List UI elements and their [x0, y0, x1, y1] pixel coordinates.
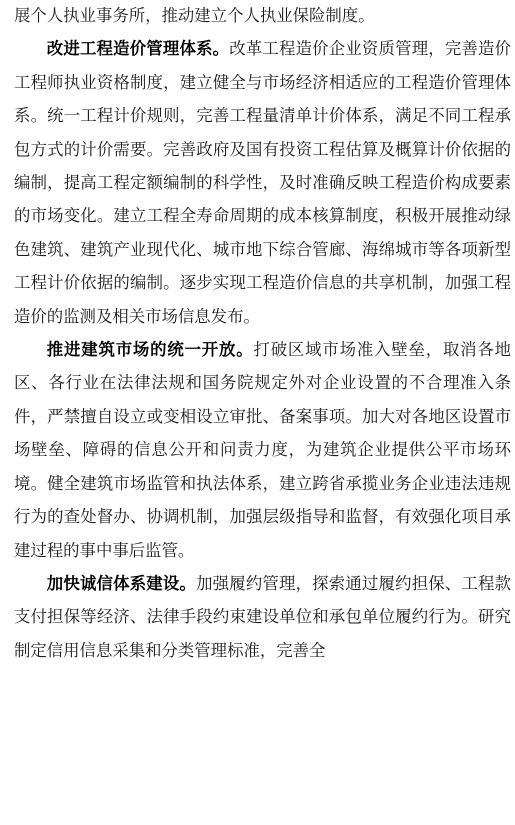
paragraph-heading: 推进建筑市场的统一开放。 [46, 340, 254, 360]
paragraph-body: 打破区域市场准入壁垒，取消各地区、各行业在法律法规和国务院规定外对企业设置的不合理准入条件，严禁擅自设立或变相设立审批、备案事项。加大对各地区设置市场壁垒、障碍的信息公开和问责力度，为建筑企业提供公平市场环境。健全建筑市场监管和执法体系，建立跨省承揽业务企业违法违规行为的查处督办、协调机制，加强层级指导和监督，有效强化项目承建过程的事中事后监管。 [14, 340, 512, 560]
paragraph-body: 改革工程造价企业资质管理，完善造价工程师执业资格制度，建立健全与市场经济相适应的工程造价管理体系。统一工程计价规则，完善工程量清单计价体系，满足不同工程承包方式的计价需要。完善政府及国有投资工程估算及概算计价依据的编制，提高工程定额编制的科学性，及时准确反映工程造价构成要素的市场变化。建立工程全寿命周期的成本核算制度，积极开展推动绿色建筑、建筑产业现代化、城市地下综合管廊、海绵城市等各项新型工程计价依据的编制。逐步实现工程造价信息的共享机制，加强工程造价的监测及相关市场信息发布。 [14, 39, 512, 326]
paragraph-heading: 改进工程造价管理体系。 [46, 39, 230, 59]
paragraph-continuation [14, 0, 511, 32]
paragraph-heading: 加快诚信体系建设。 [46, 573, 197, 593]
paragraph-market-opening [14, 333, 511, 567]
paragraph-cost-management [14, 32, 511, 333]
paragraph-body: 展个人执业事务所，推动建立个人执业保险制度。 [14, 6, 375, 25]
paragraph-credit-system [14, 567, 511, 667]
paragraph-body: 加强履约管理，探索通过履约担保、工程款支付担保等经济、法律手段约束建设单位和承包单位履约行为。研究制定信用信息采集和分类管理标准，完善全 [14, 573, 512, 660]
